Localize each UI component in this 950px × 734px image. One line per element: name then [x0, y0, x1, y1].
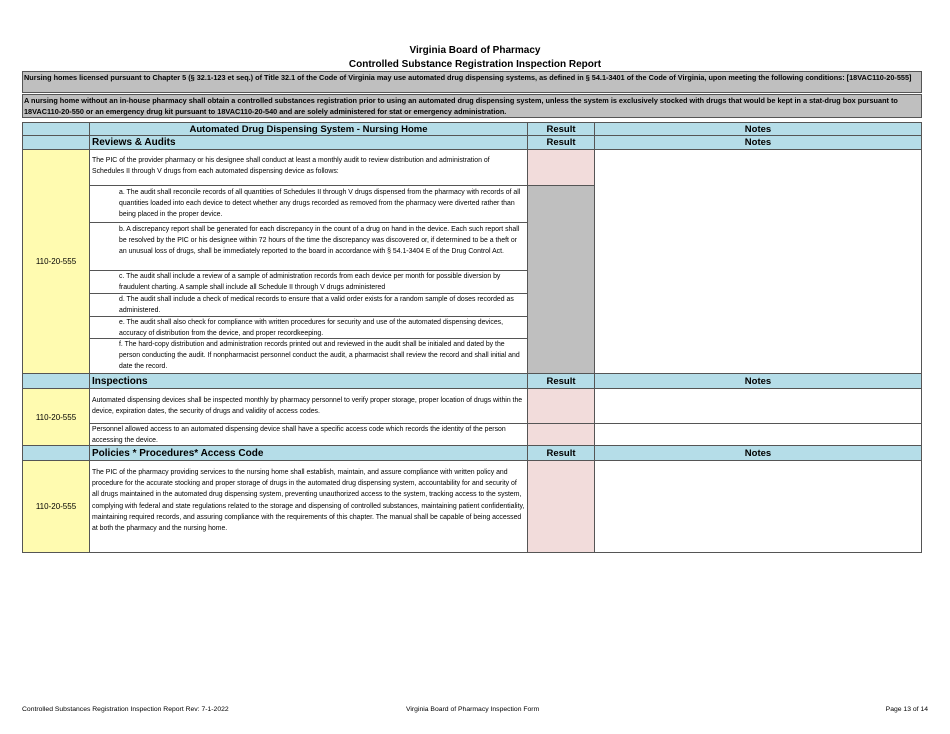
result-cell[interactable] [527, 423, 595, 446]
result-header: Result [527, 445, 595, 461]
footer-revision: Controlled Substances Registration Inspection Report Rev: 7-1-2022 [22, 706, 229, 713]
requirements-cell [89, 149, 528, 374]
report-org-title: Virginia Board of Pharmacy [409, 45, 541, 56]
notes-cell[interactable] [594, 149, 922, 374]
section-title: Policies * Procedures* Access Code [89, 445, 528, 461]
audit-item-f: f. The hard-copy distribution and administration records printed out and reviewed in the audit shall be initialed and dated by the person conducting the audit. If nonpharmacist personnel conduct the audit, a pharmacist shall review the record and shall initial and date the record. [119, 341, 520, 371]
blank-cell [22, 445, 90, 461]
policies-body [22, 460, 922, 553]
result-header: Result [527, 122, 595, 136]
audit-item-e: e. The audit shall also check for compliance with written procedures for security and use of the automated dispensing devices, accuracy of distribution from the device, and proper recordkeeping. [119, 319, 504, 338]
section-header-reviews [22, 135, 922, 150]
notes-header: Notes [594, 135, 922, 150]
blank-cell [22, 135, 90, 150]
notes-header: Notes [594, 122, 922, 136]
result-cell-intro[interactable] [527, 149, 595, 186]
audit-item-c: c. The audit shall include a review of a sample of administration records from each device per month for possible diversion by fraudulent charting. A sample shall include all Schedule II through V drugs administered [119, 273, 501, 292]
section-title: Reviews & Audits [89, 135, 528, 150]
result-header: Result [527, 373, 595, 389]
regulation-banner-1: Nursing homes licensed pursuant to Chapter 5 (§ 32.1-123 et seq.) of Title 32.1 of the Code of Virginia may use automated drug dispensing systems, as defined in § 54.1-3401 of the Code of Virginia, upon meeting the following conditions: [18VAC110-20-555] [22, 71, 922, 93]
inspection-text-2: Personnel allowed access to an automated dispensing device shall have a specific access code which records the identity of the person accessing the device. [92, 426, 506, 445]
table-title: Automated Drug Dispensing System - Nursing Home [89, 122, 528, 136]
regulation-banner-2: A nursing home without an in-house pharmacy shall obtain a controlled substances registration prior to using an automated drug dispensing system, unless the system is exclusively stocked with drugs that would be kept in a stat-drug box pursuant to 18VAC110-20-550 or an emergency drug kit pursuant to 18VAC110-20-540 and are solely administered for stat or emergency administration. [22, 94, 922, 118]
reviews-body [22, 149, 922, 374]
regulation-code: 110-20-555 [22, 460, 90, 553]
divider [90, 222, 527, 223]
regulation-code: 110-20-555 [22, 149, 90, 374]
section-header-policies [22, 445, 922, 461]
inspections-body [22, 388, 922, 446]
footer-page-number: Page 13 of 14 [885, 706, 928, 713]
result-cell[interactable] [527, 388, 595, 424]
regulation-code: 110-20-555 [22, 388, 90, 446]
blank-cell [22, 373, 90, 389]
audit-item-d: d. The audit shall include a check of medical records to ensure that a valid order exists for a random sample of doses recorded as administered. [119, 296, 514, 315]
footer-form-name: Virginia Board of Pharmacy Inspection Form [406, 706, 540, 713]
inspection-text-1: Automated dispensing devices shall be inspected monthly by pharmacy personnel to verify proper storage, proper location of drugs within the device, expiration dates, the security of drugs and validity of access codes. [92, 397, 523, 416]
audit-item-a: a. The audit shall reconcile records of all quantities of Schedules II through V drugs dispensed from the pharmacy with records of all quantities loaded into each device to detect whether any drugs recorded as removed from the pharmacy were diverted rather than being placed in the proper device. [119, 189, 521, 219]
section-header-inspections [22, 373, 922, 389]
audit-item-b: b. A discrepancy report shall be generated for each discrepancy in the count of a drug on hand in the device. Each such report shall be resolved by the PIC or his designee within 72 hours of the time the discrepancy was discovered or, if determined to be a theft or an unusual loss of drugs, shall be immediately reported to the board in accordance with § 54.1-3404 E of the Drug Control Act. [119, 226, 520, 256]
result-cell-disabled [527, 185, 595, 374]
notes-cell[interactable] [594, 388, 922, 424]
audit-intro: The PIC of the provider pharmacy or his designee shall conduct at least a monthly audit to review distribution and administration of Schedules II through V drugs from each automated dispensing device as follows: [92, 157, 490, 176]
report-title: Controlled Substance Registration Inspection Report [348, 59, 602, 70]
notes-cell[interactable] [594, 460, 922, 553]
notes-cell[interactable] [594, 423, 922, 446]
section-title: Inspections [89, 373, 528, 389]
blank-cell [22, 122, 90, 136]
result-header: Result [527, 135, 595, 150]
requirements-cell [89, 388, 528, 446]
notes-header: Notes [594, 373, 922, 389]
result-cell[interactable] [527, 460, 595, 553]
requirements-cell [89, 460, 528, 553]
policy-text: The PIC of the pharmacy providing services to the nursing home shall establish, maintain, and assure compliance with written policy and procedure for the accurate stocking and proper storage of drugs in the automated drug dispensing system, accountability for and security of all drugs maintained in the automated drug dispensing system, preventing unauthorized access to the system, tracking access to the system, complying with federal and state regulations related to the storage and dispensing of controlled substances, maintaining patient confidentiality, maintaining required records, and assuring compliance with the requirements of this chapter. The manual shall be capable of being accessed at both the pharmacy and the nursing home. [92, 469, 525, 533]
table-title-row [22, 122, 922, 136]
divider [90, 185, 527, 186]
notes-header: Notes [594, 445, 922, 461]
